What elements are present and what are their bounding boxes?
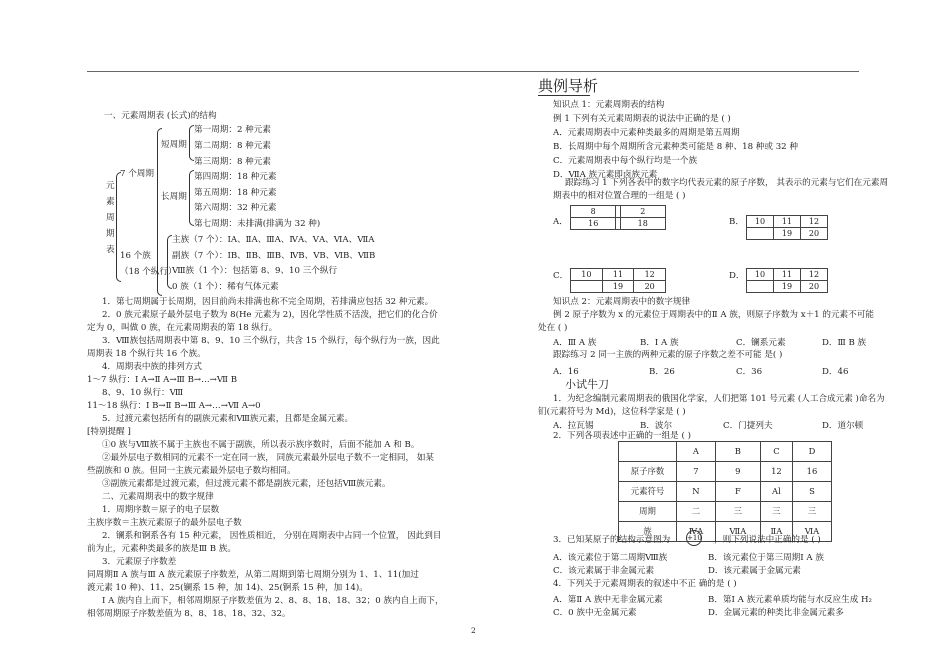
- nucleus-circle: +10: [686, 530, 702, 546]
- ex2-option-b: B．Ⅰ A 族: [640, 338, 679, 348]
- pr2-option-a: A．16: [553, 367, 579, 377]
- main-brace: [116, 172, 121, 282]
- period-2: 第二周期：8 种元素: [194, 141, 271, 151]
- seven-periods: 7 个周期: [120, 169, 154, 179]
- page-number: 2: [471, 626, 476, 635]
- q4-option-d: D．金属元素的种类比非金属元素多: [708, 608, 844, 618]
- section-title: 典例导析: [538, 77, 599, 95]
- group-main: 主族（7 个）：ⅠA、ⅡA、ⅢA、ⅣA、ⅤA、ⅥA、ⅦA: [172, 235, 375, 245]
- option-c-label: C．: [553, 271, 569, 281]
- table-c: 10 11 12 19 20: [570, 268, 666, 293]
- ex1-option-d: D．ⅦA 族元素即卤族元素: [553, 170, 658, 180]
- table-a: 8 2 16 18: [570, 205, 666, 230]
- period-7: 第七周期：未排满(排满为 32 种): [194, 219, 321, 229]
- group-zero: 0 族（1 个）：稀有气体元素: [172, 282, 279, 292]
- small-test-heading: 小试牛刀: [565, 378, 609, 391]
- practice-2: 跟踪练习 2 同一主族的两种元素的原子序数之差不可能 是( ): [553, 350, 783, 360]
- pr2-option-b: B．26: [649, 367, 675, 377]
- practice-1-line2: 期表中的相对位置合理的一组是 ( ): [553, 191, 686, 201]
- eighteen-columns: （18 个纵行）: [120, 267, 177, 277]
- ex1-option-b: B．长周期中每个周期所含元素种类可能是 8 种、18 种或 32 种: [553, 142, 798, 152]
- ex1-option-c: C．元素周期表中每个纵行均是一个族: [553, 156, 698, 166]
- example-2-line1: 例 2 原子序数为 x 的元素位于周期表中的Ⅱ A 族，则原子序数为 x＋1 的元素不可能: [553, 310, 874, 320]
- ex2-option-d: D．Ⅲ B 族: [822, 338, 867, 348]
- sixteen-groups: 16 个族: [120, 251, 151, 261]
- q1-option-b: B．波尔: [640, 421, 673, 431]
- group-viii: Ⅷ族（1 个）：包括第 8、9、10 三个纵行: [172, 266, 338, 276]
- option-d-label: D．: [729, 271, 745, 281]
- section-heading: 一、元素周期表 (长式)的结构: [104, 111, 217, 121]
- question-1-line1: 1．为纪念编制元素周期表的俄国化学家，人们把第 101 号元素 (人工合成元素 )命名为: [553, 394, 885, 404]
- example-1: 例 1 下列有关元素周期表的说法中正确的是 ( ): [553, 114, 731, 124]
- long-period-label: 长周期: [161, 192, 187, 202]
- question-1-line2: 钔(元素符号为 Md)，这位科学家是 ( ): [538, 407, 686, 417]
- table-b: 10 11 12 19 20: [746, 215, 828, 240]
- knowledge-point-1: 知识点 1：元素周期表的结构: [553, 100, 665, 110]
- group-sub: 副族（7 个）：ⅠB、ⅡB、ⅢB、ⅣB、ⅤB、ⅥB、ⅦB: [172, 251, 376, 261]
- practice-1-line1: 跟踪练习 1 下列各表中的数字均代表元素的原子序数， 其表示的元素与它们在元素周: [565, 178, 889, 188]
- question-4: 4．下列关于元素周期表的叙述中不正 确的是 ( ): [553, 579, 737, 589]
- q1-option-c: C．门捷列夫: [723, 421, 773, 431]
- pr2-option-c: C．36: [736, 367, 763, 377]
- q1-option-a: A．拉瓦锡: [553, 421, 594, 431]
- top-rule: [87, 71, 859, 72]
- example-2-line2: 处在 ( ): [538, 323, 568, 333]
- option-a-label: A．: [553, 217, 568, 227]
- q4-option-a: A．第Ⅱ A 族中无非金属元素: [553, 595, 663, 605]
- question-2: 2．下列各项表述中正确的一组是 ( ): [553, 431, 691, 441]
- pr2-option-d: D．46: [822, 367, 849, 377]
- q1-option-d: D．道尔顿: [822, 421, 864, 431]
- period-1: 第一周期：2 种元素: [194, 125, 271, 135]
- period-4: 第四周期：18 种元素: [194, 172, 277, 182]
- question-3-stem: 3．已知某原子的结构示意图为: [553, 535, 671, 545]
- q3-option-a: A．该元素位于第二周期Ⅷ族: [553, 553, 668, 563]
- element-table: A B C D 原子序数 7 9 12 16 元素符号 N F Al S 周期 二 三 三 三 族 ⅣA ⅦA ⅡA ⅥA: [618, 441, 832, 542]
- period-3: 第三周期：8 种元素: [194, 157, 271, 167]
- period-6: 第六周期：32 种元素: [194, 203, 277, 213]
- question-3-tail: ，则下列说法中正确的是 ( ): [714, 535, 821, 545]
- atom-structure-diagram: [686, 530, 702, 546]
- knowledge-point-2: 知识点 2：元素周期表中的数字规律: [553, 297, 691, 307]
- title-underline: [538, 95, 590, 96]
- table-d: 10 11 12 19 20: [746, 268, 828, 293]
- ex1-option-a: A．元素周期表中元素种类最多的周期是第五周期: [553, 128, 740, 138]
- option-b-label: B．: [729, 217, 744, 227]
- short-period-label: 短周期: [161, 140, 187, 150]
- q3-option-c: C．该元素属于非金属元素: [553, 566, 655, 576]
- ex2-option-a: A．Ⅲ A 族: [553, 338, 597, 348]
- q4-option-b: B．第Ⅰ A 族元素单质均能与水反应生成 H₂: [708, 595, 872, 605]
- q4-option-c: C．0 族中无金属元素: [553, 608, 637, 618]
- ex2-option-c: C．镧系元素: [736, 338, 786, 348]
- q3-option-d: D．该元素属于金属元素: [708, 566, 801, 576]
- q3-option-b: B．该元素位于第三周期Ⅰ A 族: [708, 553, 824, 563]
- period-5: 第五周期：18 种元素: [194, 188, 277, 198]
